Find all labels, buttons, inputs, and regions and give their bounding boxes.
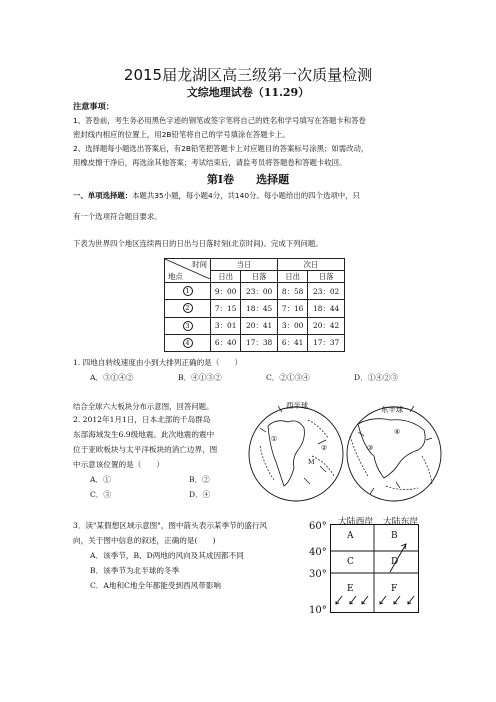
east-coast-label: 大陆东岸 — [383, 517, 419, 527]
table-cell: 3：00 — [277, 317, 307, 334]
section-title: 第Ⅰ卷 选择题 — [206, 173, 290, 186]
table-cell: 23：00 — [241, 283, 278, 300]
table-cell: 6：41 — [277, 334, 307, 351]
trade-wind-arrows — [336, 596, 414, 604]
table-cell: 18：45 — [241, 300, 278, 317]
section-intro-label: 一、单项选择题： — [73, 191, 133, 200]
map-marker-4: ④ — [394, 428, 401, 436]
map-marker-1: ① — [271, 435, 278, 443]
table-intro: 下表为世界四个地区连续两日的日出与日落时刻(北京时间)。完成下列问题。 — [73, 239, 323, 248]
table-cell: 17：38 — [241, 334, 278, 351]
table-cell: 9：00 — [211, 283, 241, 300]
table-cell: 23：02 — [308, 283, 345, 300]
table-cell: 7：16 — [277, 300, 307, 317]
q1-stem: 1. 四地自转线速度由小到大排列正确的是（ ） — [73, 358, 243, 367]
q1-option-c[interactable]: C．②①③④ — [266, 373, 310, 382]
notice-line-4: 用橡皮擦干净后，再选涂其他答案；考试结束后，请监考员将答题卷和答题卡收回。 — [73, 158, 347, 167]
cell-e: E — [347, 584, 354, 594]
q2-option-a[interactable]: A．① — [90, 475, 111, 484]
q2-line-1: 2. 2012年1月1日，日本北部的千岛群岛 — [73, 415, 211, 424]
q1-option-a[interactable]: A．③①④② — [90, 373, 134, 382]
exam-title: 2015届龙湖区高三级第一次质量检测 — [123, 66, 373, 84]
exam-subtitle: 文综地理试卷（11.29） — [186, 86, 310, 99]
table-row — [165, 334, 345, 351]
table-cell: 17：37 — [308, 334, 345, 351]
q1-option-b[interactable]: B．④①③② — [178, 373, 222, 382]
place-cell — [165, 334, 211, 351]
table-cell: 20：41 — [241, 317, 278, 334]
q3-option-b[interactable]: B．该季节为北半球的冬季 — [90, 566, 180, 575]
col-header: 日出 — [211, 271, 241, 283]
lat-10: 10° — [309, 605, 327, 616]
table-row — [165, 300, 345, 317]
place-cell — [165, 283, 211, 300]
cell-b: B — [391, 531, 398, 541]
q2-line-3: 位于亚欧板块与太平洋板块的消亡边界，图 — [73, 445, 218, 454]
region-grid — [330, 524, 420, 614]
west-coast-label: 大陆西岸 — [338, 517, 374, 527]
table-cell: 20：42 — [308, 317, 345, 334]
col-header: 日落 — [241, 271, 278, 283]
east-hemisphere-label: 东半球 — [381, 405, 404, 414]
lat-30: 30° — [309, 569, 327, 580]
table-row — [165, 283, 345, 300]
q2-option-c[interactable]: C．③ — [90, 490, 111, 499]
notice-line-3: 2、选择题每小题选出答案后，有2B铅笔把答题卡上对应题目的答案标号涂黑；如需改动， — [73, 144, 369, 153]
section-intro-2: 有一个选项符合题目要求。 — [73, 212, 162, 221]
cell-d: D — [391, 557, 399, 567]
section-intro — [73, 190, 360, 201]
west-continent — [268, 421, 304, 486]
place-marker: 4 — [183, 338, 193, 348]
day1-header: 当日 — [211, 259, 278, 271]
col-header: 日落 — [308, 271, 345, 283]
place-marker: 3 — [183, 321, 193, 331]
cell-c: C — [347, 557, 354, 567]
cell-a: A — [347, 531, 354, 541]
region-border — [331, 525, 419, 613]
table-row — [165, 317, 345, 334]
table-corner — [165, 259, 211, 283]
q2-line-2: 东部海域发生6.9级地震。此次地震的震中 — [73, 430, 215, 439]
place-cell — [165, 317, 211, 334]
east-hemisphere-outline — [347, 407, 441, 501]
q3-option-c[interactable]: C．A地和C地全年都能受到西风带影响 — [90, 581, 222, 590]
map-marker-2: ② — [321, 444, 328, 452]
sunrise-sunset-table — [164, 258, 345, 352]
q1-option-d[interactable]: D．①④②③ — [354, 373, 399, 382]
table-cell: 8：58 — [277, 283, 307, 300]
east-plate-boundary — [350, 436, 432, 490]
lat-60: 60° — [309, 521, 327, 532]
lat-40: 40° — [309, 547, 327, 558]
notice-line-2: 密封线内相应的位置上，用2B铅笔将自己的学号填涂在答题卡上。 — [73, 130, 290, 139]
place-cell — [165, 300, 211, 317]
section-intro-text: 本题共35小题，每小题4分，共140分。每小题给出的四个选项中，只 — [132, 191, 360, 200]
q2-line-4: 中示意该位置的是（ ） — [73, 460, 165, 469]
place-marker: 1 — [183, 286, 193, 296]
table-cell: 3：01 — [211, 317, 241, 334]
cell-f: F — [391, 584, 398, 594]
notice-line-1: 1、答卷前，考生务必用黑色字迹的钢笔或签字笔将自己的姓名和学号填写在答题卡和答卷 — [73, 116, 366, 125]
col-header: 日出 — [277, 271, 307, 283]
corner-time-label: 时间 — [192, 260, 207, 269]
map-marker-3: ③ — [367, 444, 374, 452]
q3-option-a[interactable]: A．该季节，B、D两地的风向及其成因都不同 — [90, 551, 244, 560]
q3-line-2: 向，关于图中信息的叙述，正确的是( ) — [73, 536, 216, 545]
q2-option-b[interactable]: B．② — [189, 475, 210, 484]
map-marker-m: M — [308, 458, 315, 466]
plate-map — [246, 396, 444, 508]
table-cell: 7：15 — [211, 300, 241, 317]
map-intro: 结合全球六大板块分布示意图，回答问题。 — [73, 402, 214, 411]
q2-option-d[interactable]: D．④ — [189, 490, 211, 499]
table-cell: 18：44 — [308, 300, 345, 317]
notice-heading: 注意事项： — [73, 101, 114, 111]
table-cell: 6：40 — [211, 334, 241, 351]
day2-header: 次日 — [277, 259, 344, 271]
q3-line-1: 3．读"某假想区域示意图"，图中箭头表示某季节的盛行风 — [73, 521, 268, 530]
place-marker: 2 — [183, 303, 193, 313]
west-hemisphere-label: 西半球 — [286, 401, 309, 410]
corner-place-label: 地点 — [168, 272, 183, 281]
